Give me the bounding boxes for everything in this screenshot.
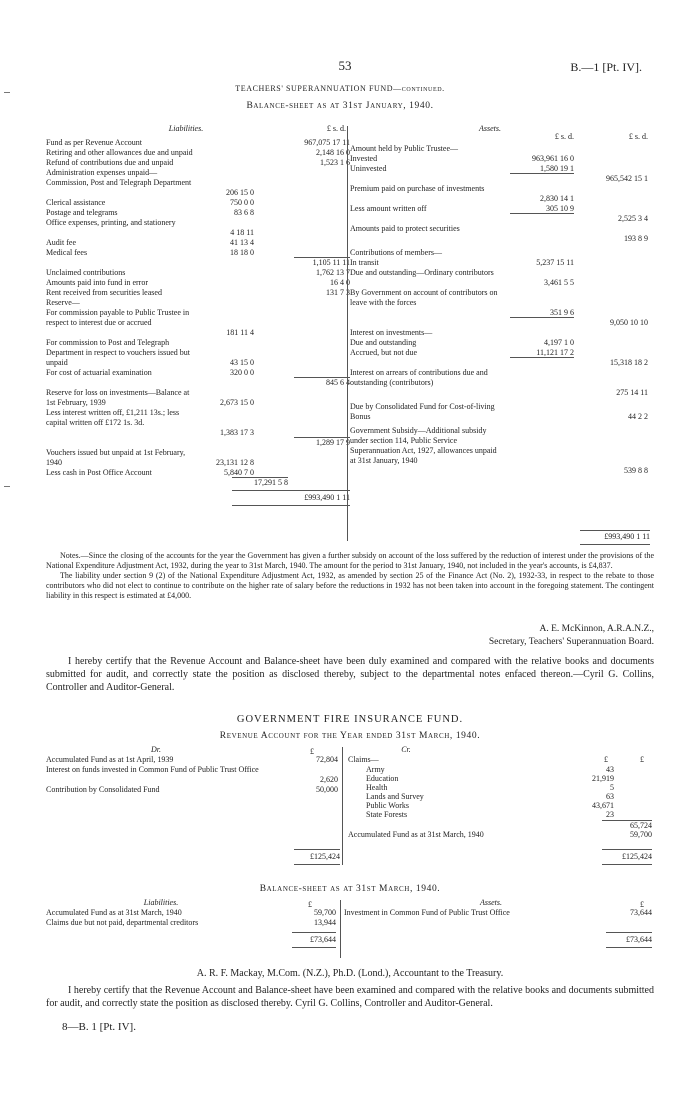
line-text: Premium paid on purchase of investments	[350, 184, 485, 193]
tsf-liabilities-column	[46, 124, 352, 544]
signature-name: A. E. McKinnon, A.R.A.N.Z.,	[539, 624, 654, 634]
amount-sub: 4,197 1 0	[544, 338, 574, 347]
debit-line: Accumulated Fund as at 1st April, 1939	[46, 755, 174, 764]
amount-sub: 83 6 8	[234, 208, 254, 217]
amount-main: 275 14 11	[616, 388, 648, 397]
margin-mark	[4, 92, 10, 93]
amount-main: 965,542 15 1	[606, 174, 648, 183]
line-text: By Government on account of contributors on leave with the forces	[350, 288, 498, 307]
amount-main: 16 4 0	[330, 278, 350, 287]
line-text: Government Subsidy—Additional subsidy under section 114, Public Service Superannuation Act, 1927, allowances unpaid at 31st January, 1940	[350, 426, 497, 465]
amount-main: 2,525 3 4	[618, 214, 648, 223]
pound-sign: £	[604, 755, 608, 764]
amount-sub: 41 13 4	[230, 238, 254, 247]
amount-sub: 2,673 15 0	[220, 398, 254, 407]
liabilities-heading: Liabilities.	[168, 124, 204, 133]
line-text: Uninvested	[350, 164, 387, 173]
line-text: Fund as per Revenue Account	[46, 138, 142, 147]
line-text: Rent received from securities leased	[46, 288, 162, 297]
line-text: Postage and telegrams	[46, 208, 118, 217]
rule-line	[294, 437, 350, 438]
amount-sub: 305 10 9	[546, 204, 574, 213]
auditor-certificate: I hereby certify that the Revenue Account and Balance-sheet have been duly examined and compared with the relative books and documents submitted for audit, and correctly state the position as disclosed thereby, subject to the departmental notes enfaced thereon.—Cyril G. Collins, Controller and Auditor-General.	[46, 656, 654, 693]
amount-sub: 4 18 11	[230, 228, 254, 237]
amount-sub: 43 15 0	[230, 358, 254, 367]
amount-main: 44 2 2	[628, 412, 648, 421]
debit-line: Interest on funds invested in Common Fund of Public Trust Office	[46, 765, 259, 774]
line-text: Reserve—	[46, 298, 80, 307]
note-paragraph: The liability under section 9 (2) of the National Expenditure Adjustment Act, 1932, as amended by section 25 of the Finance Act (No. 2), 1932-33, in respect to the rebate to those contributors who did not elect to continue to contribute on the higher rate of salary before the reductions in 1932 has not been taken into account in the foregoing statement. The contingent liability in this respect is estimated at £4,000.	[46, 571, 654, 600]
line-text: Unclaimed contributions	[46, 268, 126, 277]
liabilities-total: £73,644	[310, 935, 336, 944]
claim-line: Army	[366, 765, 385, 774]
amount-sub: 23,131 12 8	[216, 458, 254, 467]
line-text: Less interest written off, £1,211 13s.; less capital written off £172 1s. 3d.	[46, 408, 180, 427]
amount-sub: 181 11 4	[226, 328, 254, 337]
amount-sub: 5,840 7 0	[224, 468, 254, 477]
line-text: For cost of actuarial examination	[46, 368, 152, 377]
rule-line	[606, 932, 652, 933]
claim-line: Health	[366, 783, 388, 792]
amount-sub: 1,580 19 1	[540, 164, 574, 173]
line-text: Retiring and other allowances due and unpaid	[46, 148, 193, 157]
rule-line	[602, 849, 652, 850]
amount-sub: 3,461 5 5	[544, 278, 574, 287]
amount-main: 2,148 16 0	[316, 148, 350, 157]
amount-sub: 206 15 0	[226, 188, 254, 197]
rule-line	[606, 947, 652, 948]
credit-line: Accumulated Fund as at 31st March, 1940	[348, 830, 484, 839]
auditor-certificate: I hereby certify that the Revenue Account and Balance-sheet have been examined and compared with the relative books and documents submitted for audit, and correctly state the position as disclosed thereby. Cyril G. Collins, Controller and Auditor-General.	[46, 985, 654, 1009]
signature-title: Secretary, Teachers' Superannuation Board.	[488, 637, 654, 647]
line-text: Due and outstanding	[350, 338, 417, 347]
balance-sheet-title: Balance-sheet as at 31st March, 1940.	[259, 884, 441, 894]
rule-line	[232, 490, 350, 491]
claim-amount: 23	[606, 810, 614, 819]
claim-line: State Forests	[366, 810, 408, 819]
revenue-account-table	[46, 745, 654, 875]
column-head: £ s. d.	[554, 132, 574, 141]
liability-line: Accumulated Fund as at 31st March, 1940	[46, 908, 182, 917]
amount-sub: 2,830 14 1	[540, 194, 574, 203]
amount-main: 1,105 11 11	[312, 258, 350, 267]
column-head: £ s. d.	[628, 132, 648, 141]
debit-amount: 50,000	[316, 785, 338, 794]
rule-line	[294, 849, 340, 850]
amount-sub: 18 18 0	[230, 248, 254, 257]
amount-main: 193 8 9	[624, 234, 648, 243]
line-text: Interest on investments—	[350, 328, 433, 337]
rule-line	[510, 357, 574, 358]
amount-sub: 351 9 6	[550, 308, 574, 317]
debit-amount: 2,620	[320, 775, 338, 784]
asset-line: Investment in Common Fund of Public Trust Office	[344, 908, 510, 917]
amount-main: 15,318 18 2	[610, 358, 648, 367]
line-text: For commission payable to Public Trustee in respect to interest due or accrued	[46, 308, 190, 327]
liabilities-total: £993,490 1 11	[304, 493, 350, 502]
assets-total: £73,644	[626, 935, 652, 944]
rule-line	[292, 932, 336, 933]
column-rule	[347, 126, 348, 541]
line-text: Amount held by Public Trustee—	[350, 144, 459, 153]
rule-line	[292, 947, 336, 948]
tsf-assets-column	[350, 124, 654, 544]
page-ref: B.—1 [Pt. IV].	[570, 60, 642, 74]
revenue-account-title: Revenue Account for the Year ended 31st March, 1940.	[219, 731, 481, 741]
rule-line	[602, 864, 652, 865]
line-text: Invested	[350, 154, 378, 163]
amount-sub: 320 0 0	[230, 368, 254, 377]
claim-line: Education	[366, 774, 399, 783]
claim-line: Lands and Survey	[366, 792, 424, 801]
amount-mid: 17,291 5 8	[254, 478, 288, 487]
page-number: 53	[338, 58, 352, 73]
line-text: Less cash in Post Office Account	[46, 468, 152, 477]
amount-main: 845 6 4	[326, 378, 350, 387]
amount-main: 1,289 17 9	[316, 438, 350, 447]
amount-main: 131 7 3	[326, 288, 350, 297]
line-text: Vouchers issued but unpaid at 1st February, 1940	[46, 448, 186, 467]
assets-heading: Assets.	[479, 124, 501, 133]
credit-amount: 59,700	[630, 830, 652, 839]
line-text: Office expenses, printing, and stationery	[46, 218, 176, 227]
column-rule	[342, 747, 343, 865]
amount-sub: 1,383 17 3	[220, 428, 254, 437]
liability-amount: 13,944	[314, 918, 336, 927]
rule-line	[510, 317, 574, 318]
balance-sheet-title: Balance-sheet as at 31st January, 1940.	[246, 101, 434, 111]
pound-sign: £	[640, 900, 644, 909]
liability-line: Claims due but not paid, departmental creditors	[46, 918, 199, 927]
liability-amount: 59,700	[314, 908, 336, 917]
assets-total: £993,490 1 11	[604, 532, 650, 541]
claim-amount: 43	[606, 765, 614, 774]
margin-mark	[4, 486, 10, 487]
notes-block	[46, 551, 654, 601]
debit-total: £125,424	[310, 852, 340, 861]
claim-line: Public Works	[366, 801, 409, 810]
debit-heading: Dr.	[150, 745, 161, 754]
claims-total: 65,724	[630, 821, 652, 830]
amount-sub: 5,237 15 11	[536, 258, 574, 267]
rule-line	[232, 505, 350, 506]
column-rule	[340, 900, 341, 958]
section-title: GOVERNMENT FIRE INSURANCE FUND.	[236, 714, 464, 725]
claim-amount: 43,671	[592, 801, 614, 810]
amount-main: 9,050 10 10	[610, 318, 648, 327]
pound-sign: £	[310, 747, 314, 756]
line-text: Amounts paid into fund in error	[46, 278, 148, 287]
balance-sheet-table	[46, 898, 654, 964]
amount-main: 1,762 13 7	[316, 268, 350, 277]
debit-line: Contribution by Consolidated Fund	[46, 785, 160, 794]
claim-amount: 5	[610, 783, 614, 792]
liabilities-heading: Liabilities.	[143, 898, 179, 907]
line-text: Amounts paid to protect securities	[350, 224, 460, 233]
rule-line	[510, 213, 574, 214]
column-head: £ s. d.	[326, 124, 346, 133]
rule-line	[580, 544, 650, 545]
amount-main: 1,523 1 6	[320, 158, 350, 167]
line-text: Reserve for loss on investments—Balance at 1st February, 1939	[46, 388, 190, 407]
line-text: Due by Consolidated Fund for Cost-of-living Bonus	[350, 402, 495, 421]
line-text: Administration expenses unpaid—	[46, 168, 158, 177]
line-text: Due and outstanding—Ordinary contributors	[350, 268, 494, 277]
line-text: Commission, Post and Telegraph Department	[46, 178, 192, 187]
note-paragraph: Notes.—Since the closing of the accounts for the year the Government has given a further subsidy on account of the loss suffered by the reduction of interest under the provisions of the National Expenditure Adjustment Act, 1932, during the year to 31st March, 1940. The amount for the period to 31st January, 1940, not included in the year's accounts, is £4,837.	[46, 551, 654, 570]
pound-sign: £	[308, 900, 312, 909]
rule-line	[294, 377, 350, 378]
rule-line	[232, 477, 288, 478]
amount-sub: 11,121 17 2	[536, 348, 574, 357]
line-text: In transit	[350, 258, 379, 267]
assets-heading: Assets.	[480, 898, 502, 907]
amount-sub: 963,961 16 0	[532, 154, 574, 163]
rule-line	[294, 257, 350, 258]
line-text: Less amount written off	[350, 204, 427, 213]
claims-heading: Claims—	[348, 755, 379, 764]
footer-ref: 8—B. 1 [Pt. IV].	[62, 1021, 136, 1033]
claim-amount: 21,919	[592, 774, 614, 783]
amount-main: 967,075 17 11	[304, 138, 350, 147]
signature: A. R. F. Mackay, M.Com. (N.Z.), Ph.D. (Lond.), Accountant to the Treasury.	[196, 968, 504, 979]
line-text: Clerical assistance	[46, 198, 106, 207]
line-text: Audit fee	[46, 238, 76, 247]
line-text: For commission to Post and Telegraph Department in respect to vouchers issued but unpaid	[46, 338, 190, 367]
asset-amount: 73,644	[630, 908, 652, 917]
amount-main: 539 8 8	[624, 466, 648, 475]
credit-total: £125,424	[622, 852, 652, 861]
pound-sign: £	[640, 755, 644, 764]
line-text: Interest on arrears of contributions due and outstanding (contributors)	[350, 368, 488, 387]
rule-line	[510, 173, 574, 174]
rule-line	[580, 530, 650, 531]
debit-amount: 72,804	[316, 755, 338, 764]
line-text: Accrued, but not due	[350, 348, 418, 357]
credit-heading: Cr.	[401, 745, 411, 754]
amount-sub: 750 0 0	[230, 198, 254, 207]
line-text: Refund of contributions due and unpaid	[46, 158, 174, 167]
section-title: TEACHERS' SUPERANNUATION FUND—continued.	[235, 84, 445, 93]
line-text: Contributions of members—	[350, 248, 442, 257]
line-text: Medical fees	[46, 248, 88, 257]
rule-line	[294, 864, 340, 865]
claim-amount: 63	[606, 792, 614, 801]
